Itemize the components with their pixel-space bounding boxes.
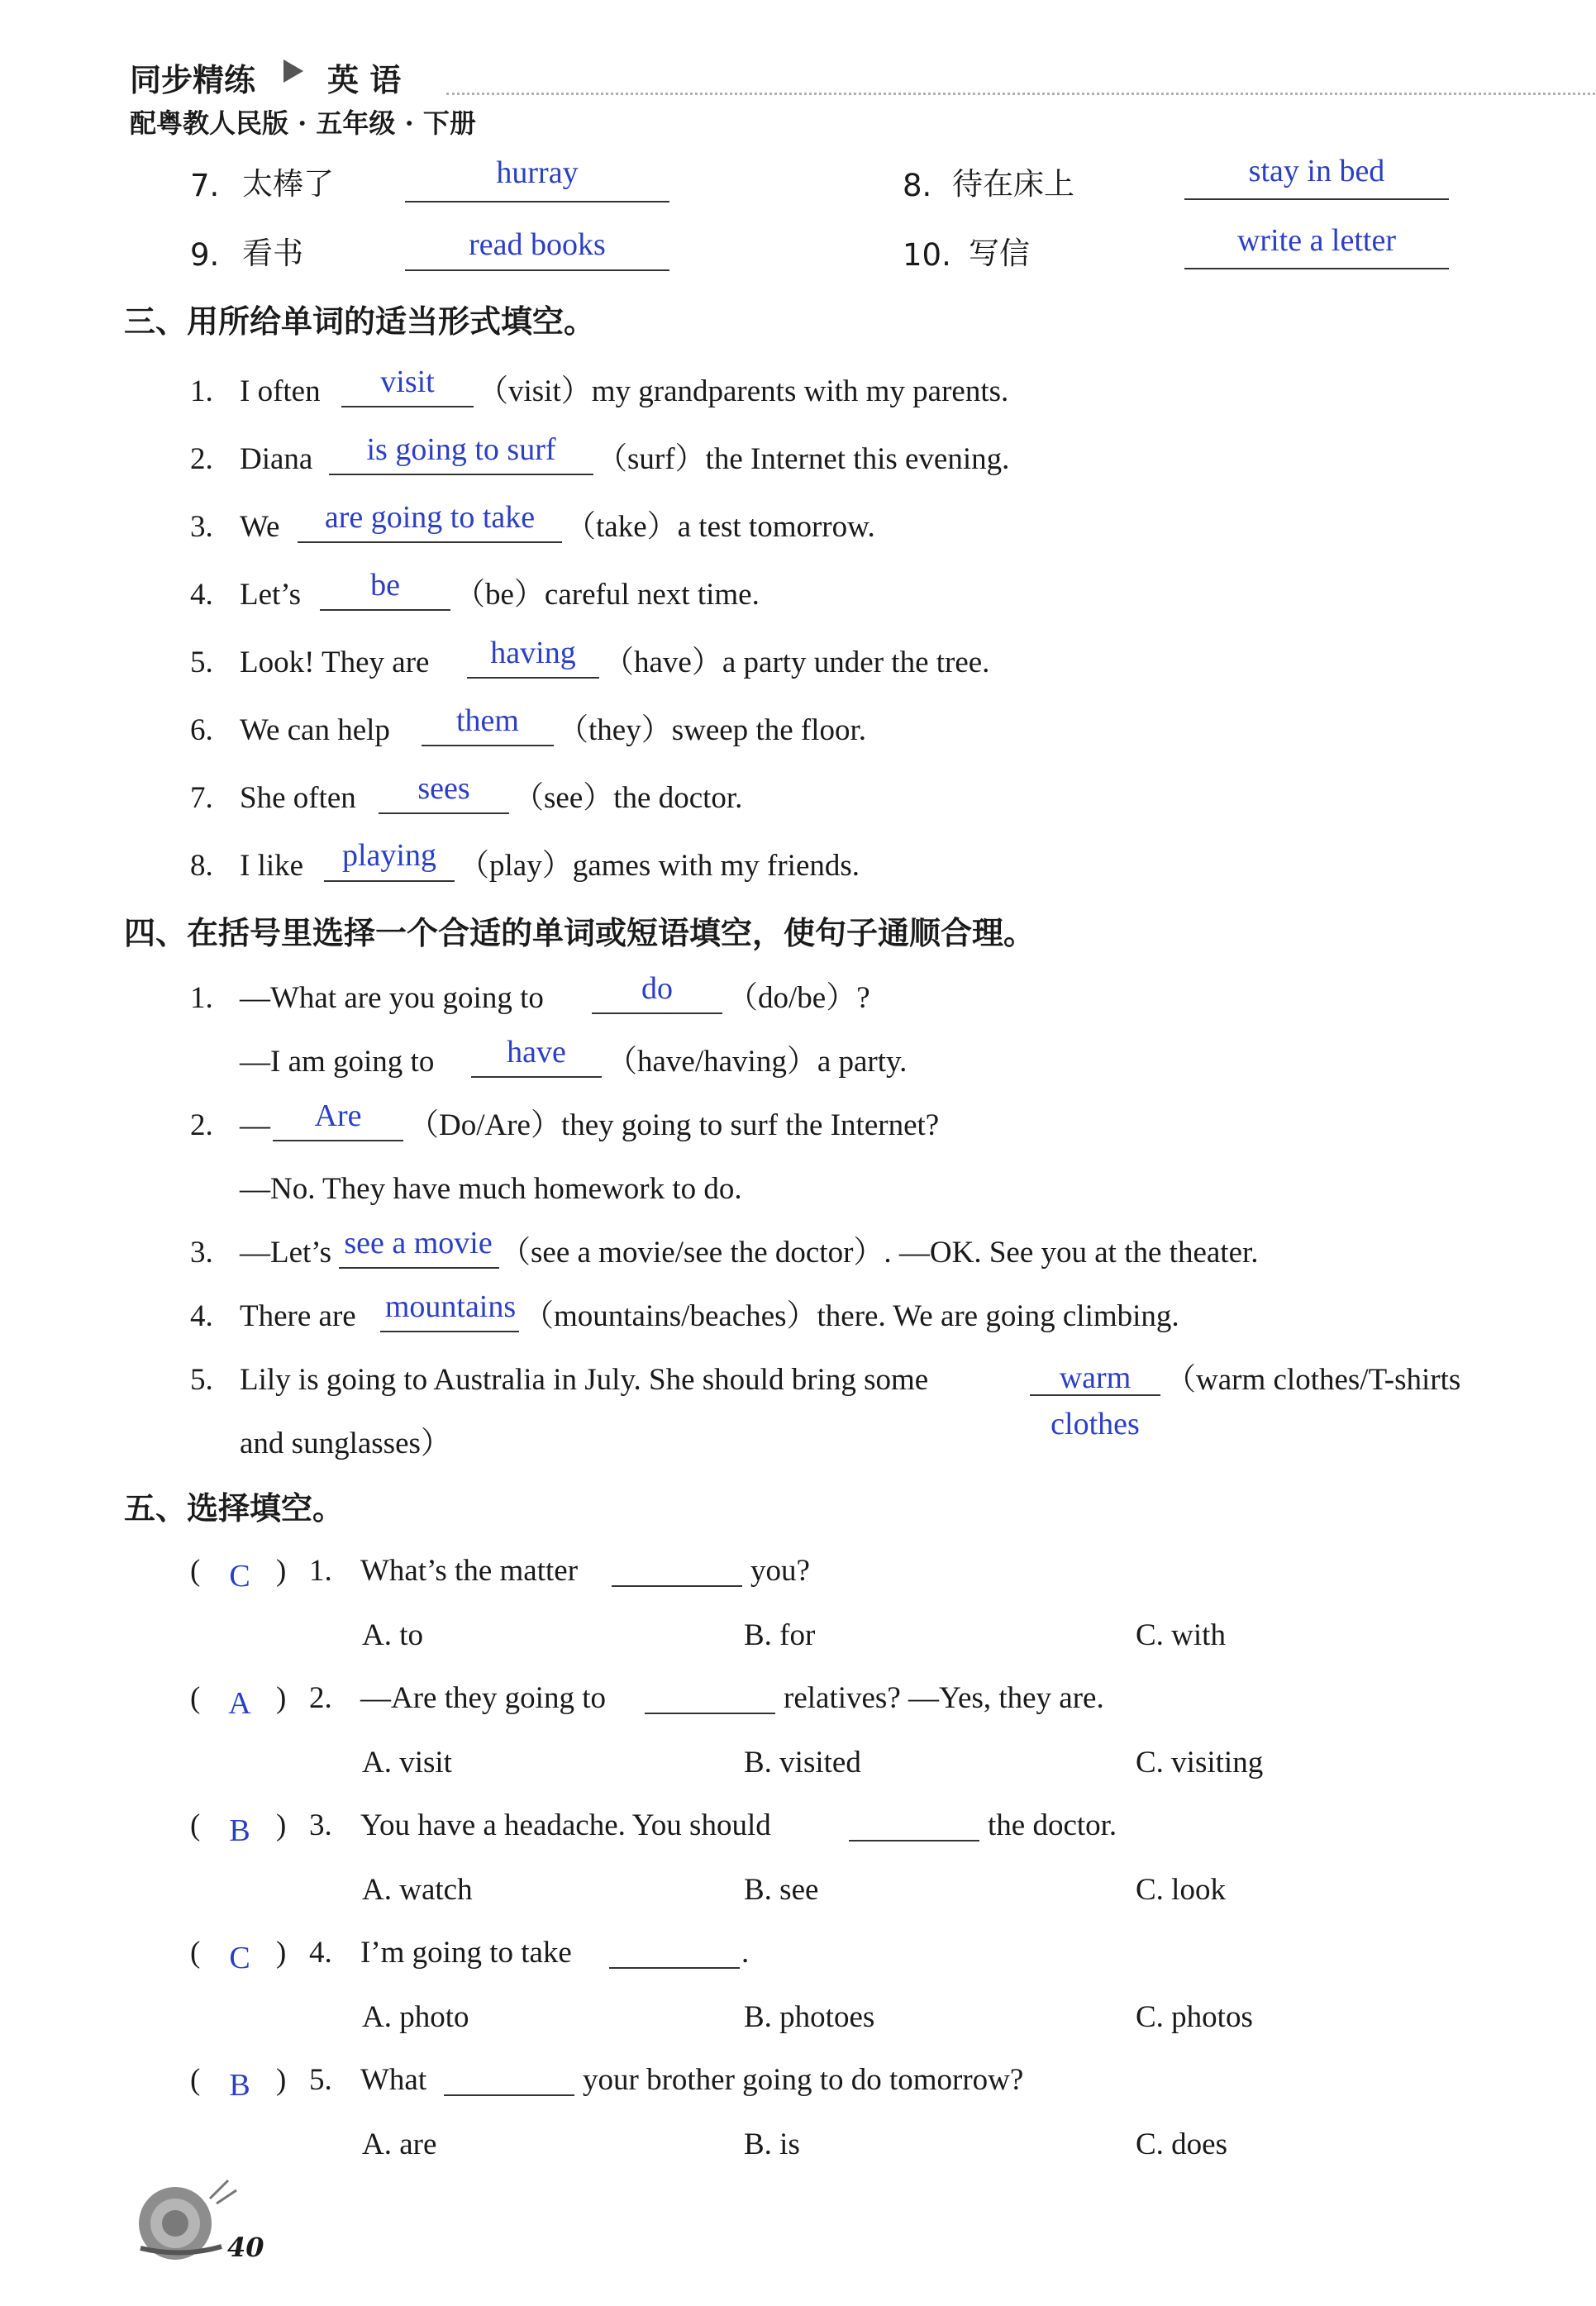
option: C. does [1136, 2127, 1227, 2161]
answer-blank [298, 541, 562, 543]
answer-blank [339, 1267, 499, 1269]
item-num: 5. [309, 2063, 332, 2097]
paren-close: ) [276, 1554, 287, 1588]
list-item-num: 9. [190, 237, 220, 273]
item-num: 5. [190, 1363, 213, 1397]
option: A. are [362, 2127, 437, 2161]
list-item-num: 7. [190, 168, 220, 203]
option: A. photo [362, 2000, 469, 2034]
answer-blank [273, 1140, 403, 1141]
option: A. to [362, 1618, 423, 1652]
item-pre: —What are you going to [240, 981, 544, 1015]
item-pre: There are [240, 1299, 356, 1333]
header-divider [446, 93, 1595, 95]
item-num: 3. [190, 510, 213, 544]
choice-answer: C [229, 1559, 250, 1594]
item-num: 4. [190, 578, 213, 612]
item-num: 7. [190, 781, 213, 815]
answer-text: write a letter [1236, 223, 1396, 258]
answer-blank [405, 269, 669, 271]
item-post: （do/be）? [727, 981, 870, 1015]
item-pre: We can help [240, 713, 390, 747]
item-post: （visit）my grandparents with my parents. [478, 374, 1009, 408]
paren-open: ( [190, 1554, 201, 1588]
option: B. visited [744, 1746, 861, 1780]
answer-blank [1184, 268, 1449, 269]
item-pre: We [240, 510, 280, 544]
item-pre: Diana [240, 442, 313, 476]
answer-text: have [507, 1035, 566, 1070]
answer-text: hurray [496, 155, 579, 190]
paren-close: ) [276, 1936, 287, 1970]
option: C. visiting [1136, 1746, 1264, 1780]
answer-blank [1184, 198, 1449, 200]
item-pre: Lily is going to Australia in July. She should bring some [240, 1363, 929, 1397]
list-item-zh: 待在床上 [952, 166, 1074, 202]
question-post: relatives? —Yes, they are. [784, 1681, 1104, 1715]
edition-label: 配粤教人民版 · 五年级 · 下册 [130, 107, 476, 139]
answer-blank [380, 1331, 519, 1332]
answer-blank [645, 1713, 775, 1714]
item-pre: — [240, 1108, 270, 1142]
arrow-icon [283, 60, 303, 83]
section-title: 四、在括号里选择一个合适的单词或短语填空，使句子通顺合理。 [124, 915, 1036, 951]
answer-blank [849, 1840, 979, 1841]
answer-text: mountains [384, 1289, 517, 1324]
option: C. look [1136, 1873, 1226, 1907]
list-item-num: 10. [903, 237, 951, 273]
paren-open: ( [190, 1681, 201, 1715]
book-title: 同步精练 [130, 62, 256, 98]
question-post: the doctor. [988, 1808, 1117, 1842]
option: C. with [1136, 1618, 1226, 1652]
list-item-zh: 看书 [242, 236, 303, 271]
answer-blank [341, 406, 474, 407]
item-text: and sunglasses） [240, 1427, 451, 1460]
item-pre: I like [240, 849, 304, 883]
answer-blank [320, 609, 450, 611]
answer-text: Are [314, 1098, 362, 1133]
answer-text: visit [380, 364, 435, 399]
answer-text: see a movie [344, 1226, 493, 1260]
item-num: 1. [309, 1554, 332, 1588]
question-pre: What [360, 2063, 427, 2097]
option: C. photos [1136, 2000, 1253, 2034]
item-post: （see）the doctor. [513, 781, 743, 815]
answer-blank [467, 677, 599, 679]
item-post: （be）careful next time. [455, 578, 760, 612]
answer-text: playing [342, 838, 436, 873]
answer-text: clothes [1051, 1407, 1140, 1441]
item-post: （warm clothes/T-shirts [1165, 1363, 1461, 1397]
paren-close: ) [276, 1808, 287, 1842]
item-pre: I often [240, 374, 321, 408]
item-num: 3. [309, 1808, 332, 1842]
item-post: （see a movie/see the doctor）. —OK. See you at the theater. [500, 1236, 1259, 1270]
question-post: you? [750, 1554, 810, 1588]
item-post: （mountains/beaches）there. We are going climbing. [523, 1299, 1179, 1333]
paren-close: ) [276, 2063, 287, 2097]
item-num: 2. [190, 442, 213, 476]
list-item-zh: 写信 [969, 236, 1030, 271]
paren-open: ( [190, 2063, 201, 2097]
section-title: 三、用所给单词的适当形式填空。 [124, 303, 596, 340]
item-post: （take）a test tomorrow. [565, 510, 875, 544]
item-post: （surf）the Internet this evening. [597, 442, 1010, 476]
option: B. for [744, 1618, 816, 1652]
question-pre: What’s the matter [360, 1554, 579, 1588]
answer-blank [405, 201, 669, 202]
item-num: 2. [309, 1681, 332, 1715]
item-post: （have）a party under the tree. [603, 646, 990, 679]
choice-answer: B [229, 1813, 250, 1848]
answer-text: warm [1059, 1360, 1131, 1395]
item-num: 4. [309, 1936, 332, 1970]
item-text: —No. They have much homework to do. [240, 1172, 742, 1206]
subject-title: 英 语 [327, 62, 402, 98]
answer-blank [422, 745, 554, 746]
answer-blank [609, 1967, 740, 1969]
answer-blank [379, 812, 509, 814]
question-post: . [741, 1936, 750, 1970]
snail-icon [124, 2165, 240, 2265]
item-post: （Do/Are）they going to surf the Internet? [408, 1108, 940, 1142]
answer-blank [612, 1585, 742, 1587]
section-title: 五、选择填空。 [124, 1490, 345, 1527]
answer-blank [444, 2094, 574, 2096]
answer-text: do [641, 971, 673, 1006]
item-pre: Look! They are [240, 646, 430, 679]
item-post: （have/having）a party. [607, 1045, 908, 1079]
item-num: 4. [190, 1299, 213, 1333]
option: A. watch [362, 1873, 473, 1907]
item-pre: —I am going to [240, 1045, 435, 1079]
answer-text: stay in bed [1248, 154, 1385, 188]
answer-blank [592, 1012, 722, 1014]
choice-answer: B [229, 2068, 250, 2103]
answer-text: read books [469, 227, 606, 262]
paren-open: ( [190, 1808, 201, 1842]
list-item-num: 8. [903, 168, 932, 203]
answer-blank [329, 474, 593, 475]
item-post: （play）games with my friends. [459, 849, 860, 883]
page-number: 40 [227, 2232, 264, 2263]
answer-text: them [456, 703, 519, 738]
list-item-zh: 太棒了 [242, 166, 334, 202]
item-num: 2. [190, 1108, 213, 1142]
paren-open: ( [190, 1936, 201, 1970]
item-post: （they）sweep the floor. [558, 713, 866, 747]
option: B. see [744, 1873, 819, 1907]
item-num: 8. [190, 849, 213, 883]
item-num: 1. [190, 981, 213, 1015]
item-num: 3. [190, 1236, 213, 1270]
answer-blank [471, 1076, 602, 1078]
item-pre: She often [240, 781, 356, 815]
question-pre: I’m going to take [360, 1936, 572, 1970]
question-pre: —Are they going to [360, 1681, 606, 1715]
option: B. is [744, 2127, 800, 2161]
item-num: 1. [190, 374, 213, 408]
paren-close: ) [276, 1681, 287, 1715]
item-num: 6. [190, 713, 213, 747]
answer-text: are going to take [324, 500, 536, 535]
item-num: 5. [190, 646, 213, 679]
option: B. photoes [744, 2000, 875, 2034]
answer-text: having [490, 636, 576, 670]
answer-text: sees [417, 771, 470, 806]
choice-answer: C [229, 1941, 250, 1975]
question-pre: You have a headache. You should [360, 1808, 771, 1842]
item-pre: —Let’s [240, 1236, 331, 1270]
choice-answer: A [228, 1686, 251, 1721]
option: A. visit [362, 1746, 452, 1780]
item-pre: Let’s [240, 578, 301, 612]
answer-text: be [370, 568, 400, 603]
answer-blank [324, 880, 455, 882]
answer-text: is going to surf [366, 432, 556, 467]
question-post: your brother going to do tomorrow? [583, 2063, 1024, 2097]
